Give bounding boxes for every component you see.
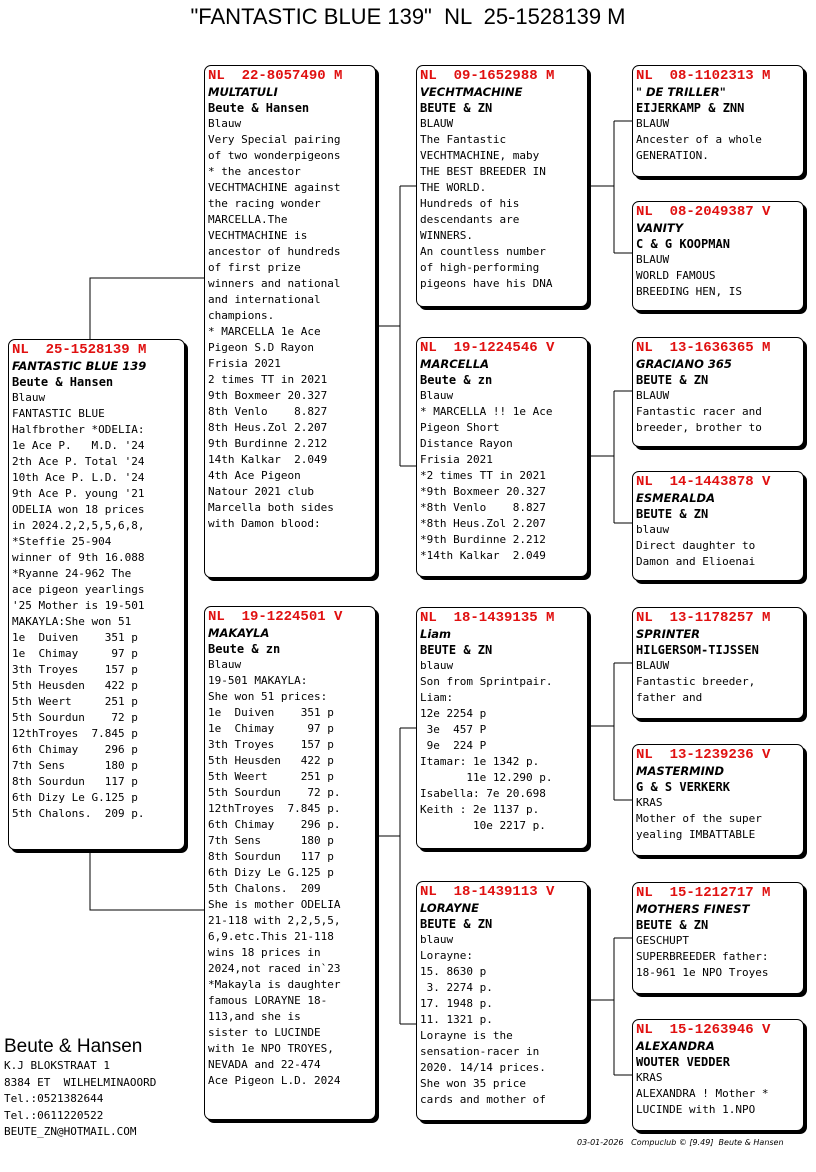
detail-line: * the ancestor bbox=[208, 165, 301, 178]
detail-line: Frisia 2021 bbox=[420, 453, 493, 466]
ring-number: NL 14-1443878 V bbox=[636, 474, 771, 490]
detail-line: father and bbox=[636, 691, 703, 704]
detail-line: 19-501 MAKAYLA: bbox=[208, 674, 308, 687]
detail-line: The Fantastic bbox=[420, 133, 507, 146]
ring-number: NL 13-1636365 M bbox=[636, 340, 771, 356]
detail-line: GENERATION. bbox=[636, 149, 709, 162]
detail-line: 5th Weert 251 p bbox=[12, 695, 138, 708]
pigeon-name: MASTERMIND bbox=[636, 764, 725, 778]
detail-line: 6,9.etc.This 21-118 bbox=[208, 930, 334, 943]
detail-line: 2 times TT in 2021 bbox=[208, 373, 328, 386]
detail-line: 8th Heus.Zol 2.207 bbox=[208, 421, 328, 434]
detail-line: winner of 9th 16.088 bbox=[12, 551, 145, 564]
detail-line: 1e Chimay 97 p bbox=[12, 647, 138, 660]
detail-line: 14th Kalkar 2.049 bbox=[208, 453, 328, 466]
detail-line: MARCELLA.The bbox=[208, 213, 288, 226]
detail-line: Hundreds of his bbox=[420, 197, 520, 210]
detail-line: MAKAYLA:She won 51 bbox=[12, 615, 132, 628]
detail-line: ODELIA won 18 prices bbox=[12, 503, 145, 516]
detail-line: 6th Chimay 296 p. bbox=[208, 818, 341, 831]
detail-line: Blauw bbox=[208, 117, 242, 130]
detail-line: She won 51 prices: bbox=[208, 690, 328, 703]
ring-number: NL 09-1652988 M bbox=[420, 68, 555, 84]
detail-line: 5th Weert 251 p bbox=[208, 770, 334, 783]
detail-line: Distance Rayon bbox=[420, 437, 513, 450]
detail-line: *2 times TT in 2021 bbox=[420, 469, 546, 482]
pigeon-name: GRACIANO 365 bbox=[636, 357, 732, 371]
maternal-grandfather-card bbox=[416, 607, 588, 849]
ring-number: NL 13-1178257 M bbox=[636, 610, 771, 626]
detail-line: descendants are bbox=[420, 213, 520, 226]
detail-line: cards and mother of bbox=[420, 1093, 546, 1106]
detail-line: *8th Venlo 8.827 bbox=[420, 501, 546, 514]
owner-mobile: Tel.:0611220522 bbox=[4, 1108, 104, 1122]
detail-line: Isabella: 7e 20.698 bbox=[420, 787, 546, 800]
detail-line: 11e 12.290 p. bbox=[420, 771, 553, 784]
ring-number: NL 08-2049387 V bbox=[636, 204, 771, 220]
detail-line: WORLD FAMOUS bbox=[636, 269, 716, 282]
detail-line: KRAS bbox=[636, 796, 663, 809]
detail-line: Son from Sprintpair. bbox=[420, 675, 553, 688]
ring-number: NL 19-1224546 V bbox=[420, 340, 555, 356]
ring-number: NL 25-1528139 M bbox=[12, 342, 147, 358]
detail-line: 113,and she is bbox=[208, 1010, 301, 1023]
detail-line: 12thTroyes 7.845 p bbox=[12, 727, 138, 740]
detail-line: BLAUW bbox=[636, 117, 670, 130]
detail-line: KRAS bbox=[636, 1071, 663, 1084]
card-details bbox=[208, 116, 375, 532]
detail-line: THE BEST BREEDER IN bbox=[420, 165, 546, 178]
detail-line: BLAUW bbox=[636, 389, 670, 402]
ring-number: NL 08-1102313 M bbox=[636, 68, 771, 84]
breeder-name: Beute & Hansen bbox=[12, 375, 114, 389]
detail-line: FANTASTIC BLUE bbox=[12, 407, 105, 420]
detail-line: 9th Ace P. young '21 bbox=[12, 487, 145, 500]
card-details bbox=[208, 657, 375, 1089]
detail-line: 8th Sourdun 117 p bbox=[208, 850, 334, 863]
detail-line: Damon and Elioenai bbox=[636, 555, 756, 568]
detail-line: 5th Heusden 422 p bbox=[208, 754, 334, 767]
great-grandparent-mmf-card bbox=[632, 882, 804, 994]
breeder-name: BEUTE & ZN bbox=[420, 101, 493, 115]
detail-line: She is mother ODELIA bbox=[208, 898, 341, 911]
detail-line: ancestor of hundreds bbox=[208, 245, 341, 258]
detail-line: 4th Ace Pigeon bbox=[208, 469, 301, 482]
detail-line: sensation-racer in bbox=[420, 1045, 540, 1058]
owner-address: K.J BLOKSTRAAT 1 bbox=[4, 1059, 110, 1072]
detail-line: 5th Heusden 422 p bbox=[12, 679, 138, 692]
great-grandparent-mmm-card bbox=[632, 1019, 804, 1131]
breeder-name: BEUTE & ZN bbox=[636, 373, 709, 387]
detail-line: 15. 8630 p bbox=[420, 965, 487, 978]
detail-line: Halfbrother *ODELIA: bbox=[12, 423, 145, 436]
detail-line: Mother of the super bbox=[636, 812, 762, 825]
print-credit: 03-01-2026 Compuclub © [9.49] Beute & Hansen bbox=[577, 1138, 784, 1147]
owner-contact-block bbox=[4, 1036, 156, 1141]
detail-line: SUPERBREEDER father: bbox=[636, 950, 769, 963]
detail-line: Marcella both sides bbox=[208, 501, 334, 514]
maternal-grandmother-card bbox=[416, 881, 588, 1121]
detail-line: 17. 1948 p. bbox=[420, 997, 493, 1010]
breeder-name: Beute & Hansen bbox=[208, 101, 310, 115]
great-grandparent-fmm-card bbox=[632, 471, 804, 581]
detail-line: 18-961 1e NPO Troyes bbox=[636, 966, 769, 979]
breeder-name: BEUTE & ZN bbox=[420, 917, 493, 931]
detail-line: 2020. 14/14 prices. bbox=[420, 1061, 546, 1074]
detail-line: Very Special pairing bbox=[208, 133, 341, 146]
detail-line: 5th Chalons. 209 p. bbox=[12, 807, 145, 820]
owner-name: Beute & Hansen bbox=[4, 1036, 143, 1057]
detail-line: of high-performing bbox=[420, 261, 540, 274]
detail-line: Itamar: 1e 1342 p. bbox=[420, 755, 540, 768]
detail-line: 1e Ace P. M.D. '24 bbox=[12, 439, 145, 452]
detail-line: Blauw bbox=[420, 389, 454, 402]
pigeon-name: MAKAYLA bbox=[208, 626, 270, 640]
pigeon-name: VANITY bbox=[636, 221, 684, 235]
detail-line: WINNERS. bbox=[420, 229, 473, 242]
pigeon-name: Liam bbox=[420, 627, 452, 641]
detail-line: pigeons have his DNA bbox=[420, 277, 553, 290]
detail-line: She won 35 price bbox=[420, 1077, 526, 1090]
detail-line: 5th Sourdun 72 p bbox=[12, 711, 138, 724]
great-grandparent-mff-card bbox=[632, 607, 804, 719]
card-details bbox=[420, 932, 587, 1108]
detail-line: Ace Pigeon L.D. 2024 bbox=[208, 1074, 341, 1087]
detail-line: *Steffie 25-904 bbox=[12, 535, 112, 548]
detail-line: famous LORAYNE 18- bbox=[208, 994, 328, 1007]
detail-line: *8th Heus.Zol 2.207 bbox=[420, 517, 546, 530]
detail-line: 11. 1321 p. bbox=[420, 1013, 493, 1026]
detail-line: 3th Troyes 157 p bbox=[208, 738, 334, 751]
detail-line: Ancester of a whole bbox=[636, 133, 762, 146]
detail-line: VECHTMACHINE, maby bbox=[420, 149, 540, 162]
detail-line: 1e Chimay 97 p bbox=[208, 722, 334, 735]
detail-line: breeder, brother to bbox=[636, 421, 762, 434]
detail-line: sister to LUCINDE bbox=[208, 1026, 321, 1039]
great-grandparent-mfm-card bbox=[632, 744, 804, 856]
detail-line: winners and national bbox=[208, 277, 341, 290]
paternal-grandmother-card bbox=[416, 337, 588, 577]
ring-number: NL 18-1439113 V bbox=[420, 884, 555, 900]
detail-line: 21-118 with 2,2,5,5, bbox=[208, 914, 341, 927]
card-details bbox=[420, 658, 587, 834]
pigeon-name: " DE TRILLER" bbox=[636, 85, 726, 99]
detail-line: champions. bbox=[208, 309, 275, 322]
detail-line: Blauw bbox=[12, 391, 46, 404]
pigeon-name: VECHTMACHINE bbox=[420, 85, 523, 99]
card-details bbox=[12, 390, 184, 822]
detail-line: with Damon blood: bbox=[208, 517, 321, 530]
detail-line: 3e 457 P bbox=[420, 723, 487, 736]
ring-number: NL 22-8057490 M bbox=[208, 68, 343, 84]
detail-line: 3. 2274 p. bbox=[420, 981, 493, 994]
detail-line: 10th Ace P. L.D. '24 bbox=[12, 471, 145, 484]
pigeon-name: MOTHERS FINEST bbox=[636, 902, 750, 916]
ring-number: NL 19-1224501 V bbox=[208, 609, 343, 625]
breeder-name: BEUTE & ZN bbox=[420, 643, 493, 657]
detail-line: BLAUW bbox=[636, 659, 670, 672]
subject-card bbox=[8, 339, 185, 850]
detail-line: Pigeon Short bbox=[420, 421, 500, 434]
detail-line: *9th Boxmeer 20.327 bbox=[420, 485, 546, 498]
detail-line: Lorayne: bbox=[420, 949, 473, 962]
detail-line: blauw bbox=[420, 659, 454, 672]
detail-line: BREEDING HEN, IS bbox=[636, 285, 742, 298]
detail-line: blauw bbox=[636, 523, 670, 536]
detail-line: *Makayla is daughter bbox=[208, 978, 341, 991]
father-card bbox=[204, 65, 376, 578]
owner-postcode-city: 8384 ET WILHELMINAOORD bbox=[4, 1075, 157, 1089]
detail-line: of two wonderpigeons bbox=[208, 149, 341, 162]
card-details bbox=[420, 116, 587, 292]
detail-line: '25 Mother is 19-501 bbox=[12, 599, 145, 612]
breeder-name: EIJERKAMP & ZNN bbox=[636, 101, 745, 115]
detail-line: 9e 224 P bbox=[420, 739, 487, 752]
card-details bbox=[420, 388, 587, 564]
detail-line: An countless number bbox=[420, 245, 546, 258]
detail-line: Fantastic breeder, bbox=[636, 675, 756, 688]
pigeon-name: MARCELLA bbox=[420, 357, 490, 371]
pigeon-name: FANTASTIC BLUE 139 bbox=[12, 359, 147, 373]
detail-line: in 2024.2,2,5,5,6,8, bbox=[12, 519, 145, 532]
breeder-name: Beute & zn bbox=[208, 642, 281, 656]
detail-line: Lorayne is the bbox=[420, 1029, 513, 1042]
ring-number: NL 15-1212717 M bbox=[636, 885, 771, 901]
breeder-name: HILGERSOM-TIJSSEN bbox=[636, 643, 759, 657]
detail-line: GESCHUPT bbox=[636, 934, 689, 947]
detail-line: 1e Duiven 351 p bbox=[12, 631, 138, 644]
detail-line: the racing wonder bbox=[208, 197, 321, 210]
detail-line: 1e Duiven 351 p bbox=[208, 706, 334, 719]
detail-line: BLAUW bbox=[636, 253, 670, 266]
breeder-name: BEUTE & ZN bbox=[636, 507, 709, 521]
detail-line: LUCINDE with 1.NPO bbox=[636, 1103, 756, 1116]
great-grandparent-fff-card bbox=[632, 65, 804, 177]
detail-line: ALEXANDRA ! Mother * bbox=[636, 1087, 769, 1100]
breeder-name: G & S VERKERK bbox=[636, 780, 730, 794]
detail-line: 10e 2217 p. bbox=[420, 819, 546, 832]
detail-line: 7th Sens 180 p bbox=[12, 759, 138, 772]
paternal-grandfather-card bbox=[416, 65, 588, 307]
detail-line: 3th Troyes 157 p bbox=[12, 663, 138, 676]
detail-line: 7th Sens 180 p bbox=[208, 834, 334, 847]
detail-line: *Ryanne 24-962 The bbox=[12, 567, 132, 580]
breeder-name: Beute & zn bbox=[420, 373, 493, 387]
detail-line: *14th Kalkar 2.049 bbox=[420, 549, 546, 562]
detail-line: Fantastic racer and bbox=[636, 405, 762, 418]
pigeon-name: ESMERALDA bbox=[636, 491, 715, 505]
pigeon-name: SPRINTER bbox=[636, 627, 701, 641]
detail-line: Keith : 2e 1137 p. bbox=[420, 803, 540, 816]
detail-line: Pigeon S.D Rayon bbox=[208, 341, 314, 354]
detail-line: 6th Dizy Le G.125 p bbox=[12, 791, 138, 804]
detail-line: ace pigeon yearlings bbox=[12, 583, 145, 596]
detail-line: * MARCELLA 1e Ace bbox=[208, 325, 321, 338]
detail-line: *9th Burdinne 2.212 bbox=[420, 533, 546, 546]
detail-line: 6th Dizy Le G.125 p bbox=[208, 866, 334, 879]
detail-line: VECHTMACHINE against bbox=[208, 181, 341, 194]
detail-line: 2024,not raced in`23 bbox=[208, 962, 341, 975]
detail-line: 8th Sourdun 117 p bbox=[12, 775, 138, 788]
detail-line: 12thTroyes 7.845 p. bbox=[208, 802, 341, 815]
detail-line: yealing IMBATTABLE bbox=[636, 828, 756, 841]
breeder-name: C & G KOOPMAN bbox=[636, 237, 730, 251]
detail-line: wins 18 prices in bbox=[208, 946, 321, 959]
detail-line: 9th Boxmeer 20.327 bbox=[208, 389, 328, 402]
detail-line: VECHTMACHINE is bbox=[208, 229, 308, 242]
detail-line: of first prize bbox=[208, 261, 301, 274]
ring-number: NL 13-1239236 V bbox=[636, 747, 771, 763]
detail-line: with 1e NPO TROYES, bbox=[208, 1042, 334, 1055]
detail-line: Frisia 2021 bbox=[208, 357, 281, 370]
pigeon-name: ALEXANDRA bbox=[636, 1039, 715, 1053]
detail-line: 5th Chalons. 209 bbox=[208, 882, 321, 895]
great-grandparent-fmf-card bbox=[632, 337, 804, 447]
owner-phone: Tel.:0521382644 bbox=[4, 1092, 104, 1105]
detail-line: BLAUW bbox=[420, 117, 454, 130]
mother-card bbox=[204, 606, 376, 1120]
pigeon-name: MULTATULI bbox=[208, 85, 278, 99]
detail-line: 5th Sourdun 72 p. bbox=[208, 786, 341, 799]
detail-line: and international bbox=[208, 293, 321, 306]
detail-line: * MARCELLA !! 1e Ace bbox=[420, 405, 553, 418]
detail-line: Blauw bbox=[208, 658, 242, 671]
detail-line: 2th Ace P. Total '24 bbox=[12, 455, 145, 468]
ring-number: NL 18-1439135 M bbox=[420, 610, 555, 626]
breeder-name: WOUTER VEDDER bbox=[636, 1055, 730, 1069]
breeder-name: BEUTE & ZN bbox=[636, 918, 709, 932]
detail-line: blauw bbox=[420, 933, 454, 946]
detail-line: Natour 2021 club bbox=[208, 485, 314, 498]
detail-line: Liam: bbox=[420, 691, 454, 704]
detail-line: NEVADA and 22-474 bbox=[208, 1058, 321, 1071]
detail-line: 9th Burdinne 2.212 bbox=[208, 437, 328, 450]
pedigree-title: "FANTASTIC BLUE 139" NL 25-1528139 M bbox=[190, 4, 626, 29]
detail-line: 6th Chimay 296 p bbox=[12, 743, 138, 756]
pigeon-name: LORAYNE bbox=[420, 901, 479, 915]
owner-email: BEUTE_ZN@HOTMAIL.COM bbox=[4, 1125, 137, 1138]
detail-line: 12e 2254 p bbox=[420, 707, 487, 720]
ring-number: NL 15-1263946 V bbox=[636, 1022, 771, 1038]
detail-line: THE WORLD. bbox=[420, 181, 487, 194]
great-grandparent-ffm-card bbox=[632, 201, 804, 311]
detail-line: Direct daughter to bbox=[636, 539, 756, 552]
detail-line: 8th Venlo 8.827 bbox=[208, 405, 328, 418]
